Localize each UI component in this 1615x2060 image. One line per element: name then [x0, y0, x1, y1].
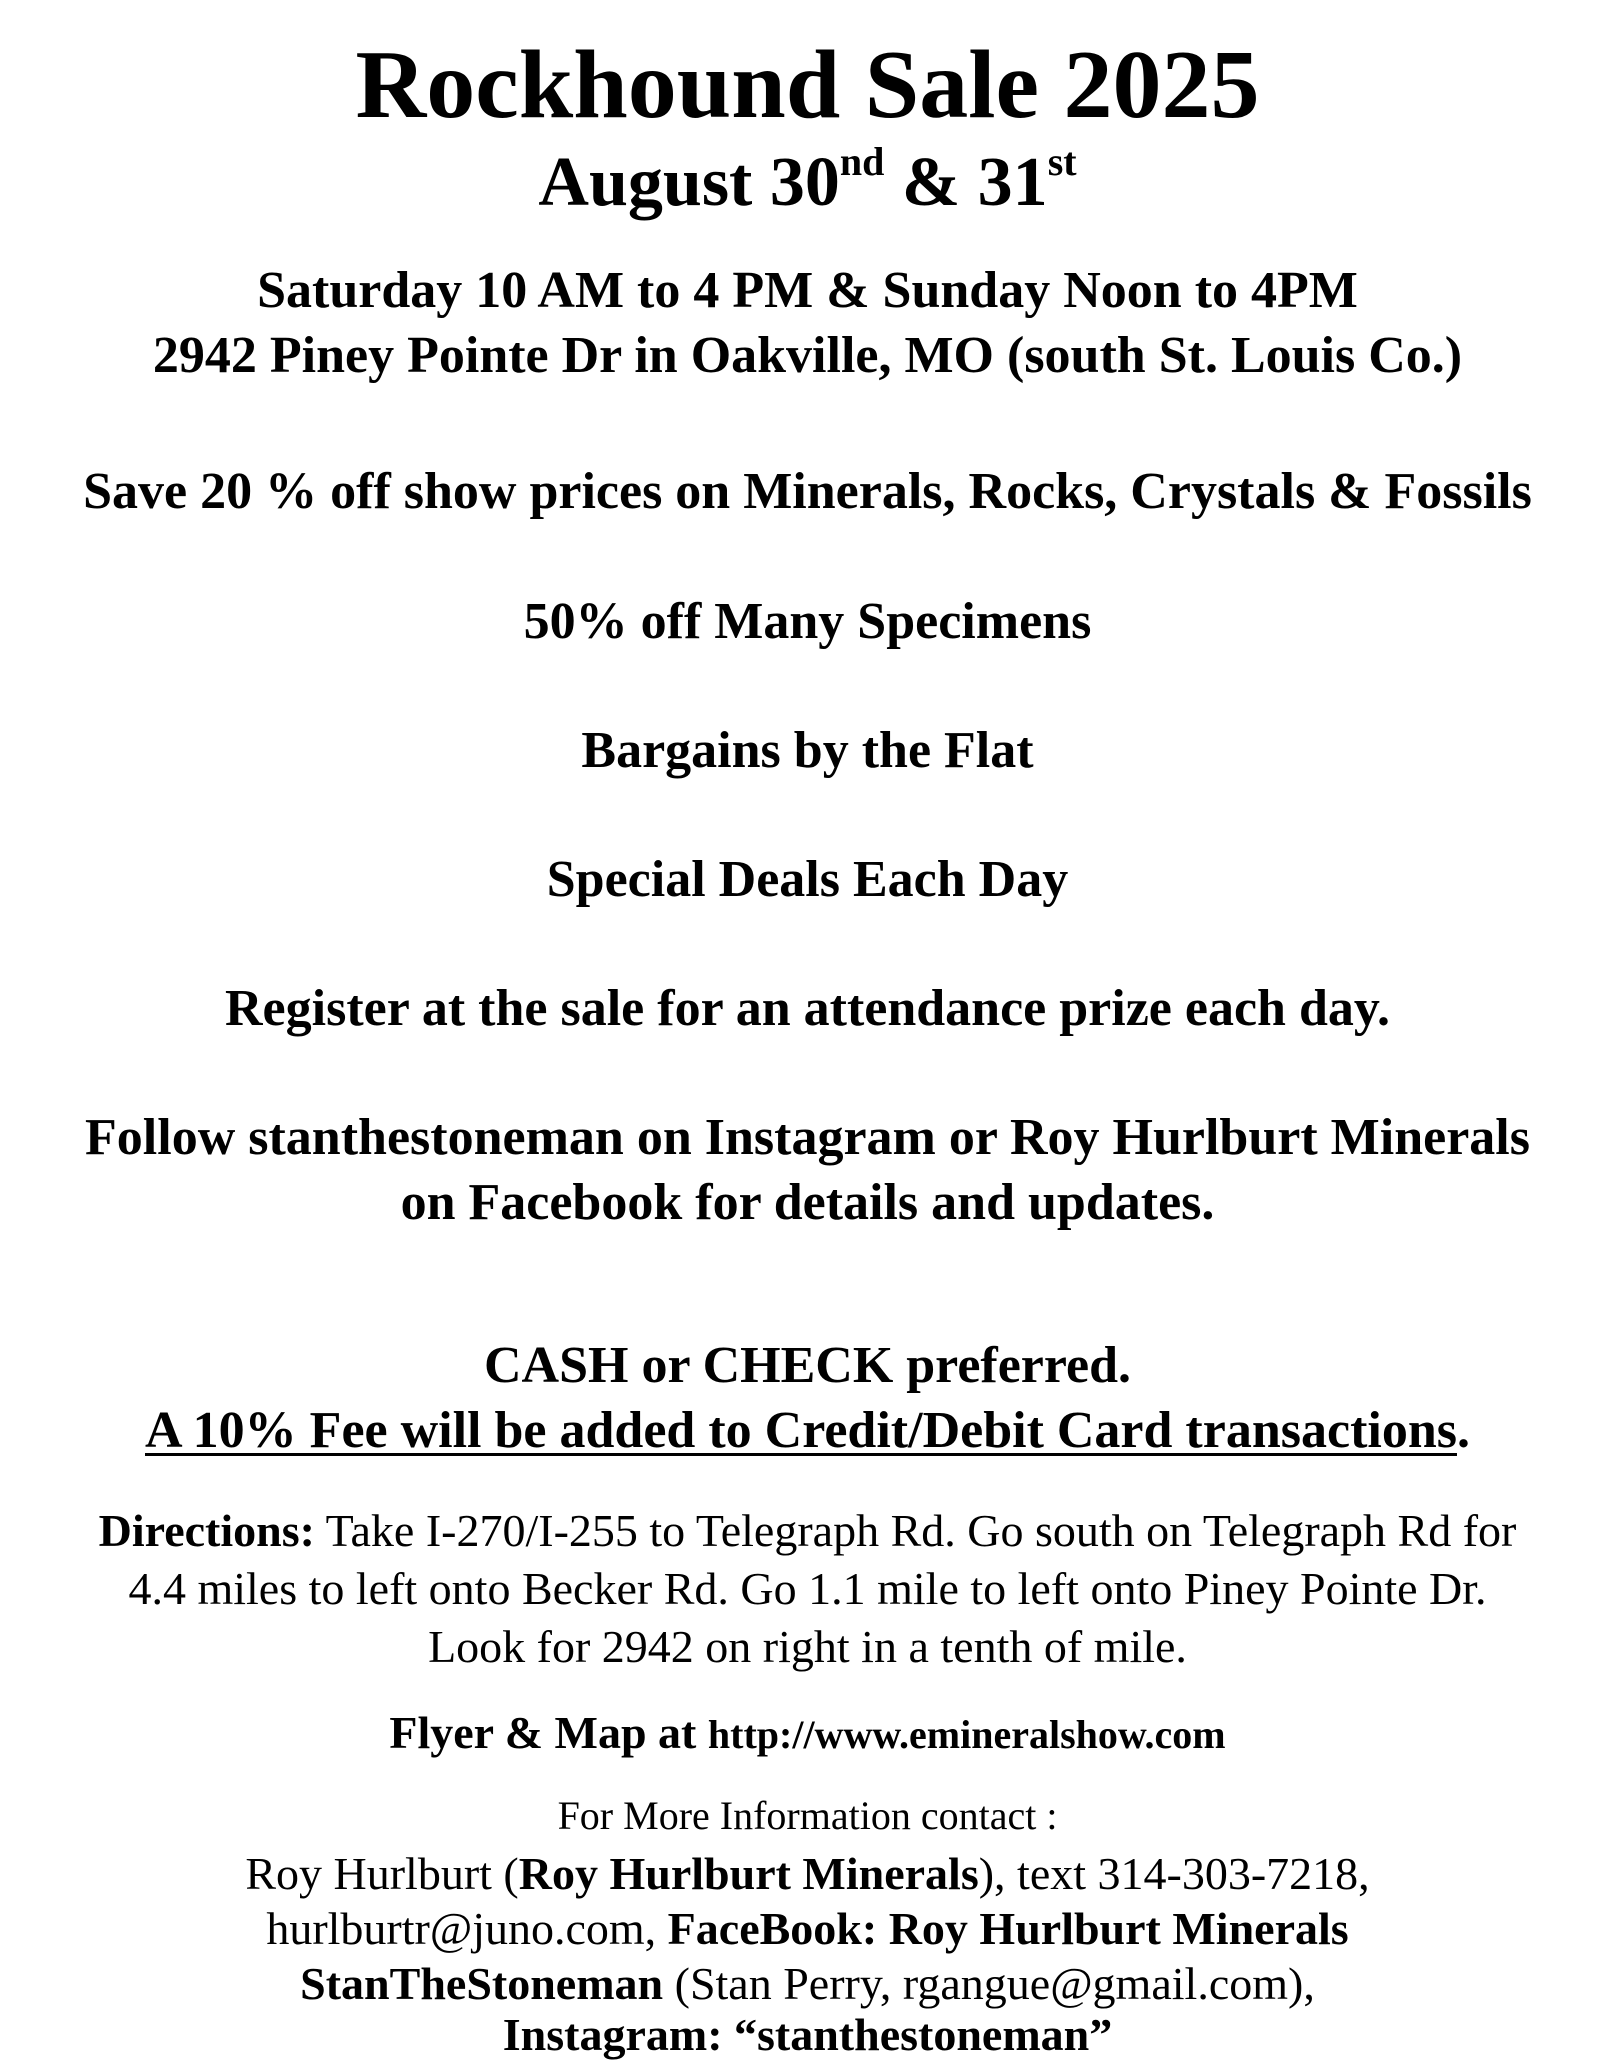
- payment-fee: [0, 1402, 1615, 1459]
- contact-instagram: Instagram: “stanthestoneman”: [502, 2009, 1113, 2060]
- directions-label: Directions:: [98, 1505, 315, 1556]
- contact-line-2: [0, 1903, 1615, 1954]
- offer-half-off: 50% off Many Specimens: [523, 593, 1092, 650]
- page-title: Rockhound Sale 2025: [355, 31, 1260, 139]
- date-suffix-1: nd: [839, 139, 885, 184]
- date-end: & 31: [884, 144, 1048, 221]
- website-link[interactable]: http://www.emineralshow.com: [707, 1712, 1226, 1757]
- contact-facebook: FaceBook: Roy Hurlburt Minerals: [667, 1903, 1349, 1954]
- contact-line-3: [0, 1958, 1615, 2009]
- date-start: August 30: [538, 144, 840, 221]
- contact-stan-details: (Stan Perry, rgangue@gmail.com),: [663, 1958, 1315, 2009]
- sale-dates: [0, 139, 1615, 221]
- sale-address: 2942 Piney Pointe Dr in Oakville, MO (south St. Louis Co.): [152, 327, 1463, 384]
- fee-notice: A 10% Fee will be added to Credit/Debit Card transactions: [145, 1402, 1457, 1459]
- flyer-label: Flyer & Map at: [389, 1707, 708, 1758]
- directions-line-2: 4.4 miles to left onto Becker Rd. Go 1.1 mile to left onto Piney Pointe Dr.: [128, 1563, 1487, 1614]
- contact-heading: For More Information contact :: [557, 1793, 1058, 1838]
- contact-roy-phone: ), text 314-303-7218,: [978, 1848, 1370, 1899]
- directions-text-1: Take I-270/I-255 to Telegraph Rd. Go south on Telegraph Rd for: [314, 1505, 1517, 1556]
- offer-save: Save 20 % off show prices on Minerals, Rocks, Crystals & Fossils: [83, 463, 1532, 520]
- offer-bargains: Bargains by the Flat: [581, 722, 1034, 779]
- offer-special: Special Deals Each Day: [546, 851, 1069, 908]
- directions-line-1: [0, 1505, 1615, 1556]
- fee-notice-end: .: [1456, 1402, 1470, 1459]
- offer-register: Register at the sale for an attendance prize each day.: [225, 980, 1390, 1037]
- sale-hours: Saturday 10 AM to 4 PM & Sunday Noon to 4PM: [257, 262, 1358, 319]
- contact-line-1: [0, 1848, 1615, 1899]
- contact-roy: Roy Hurlburt (: [245, 1848, 519, 1899]
- contact-roy-email[interactable]: hurlburtr@juno.com,: [266, 1903, 668, 1954]
- directions-line-3: Look for 2942 on right in a tenth of mile.: [428, 1621, 1187, 1672]
- payment-preferred: CASH or CHECK preferred.: [483, 1337, 1132, 1394]
- contact-stan-name: StanTheStoneman: [300, 1958, 664, 2009]
- follow-line-2: on Facebook for details and updates.: [400, 1174, 1215, 1231]
- flyer-line: [0, 1707, 1615, 1758]
- date-suffix-2: st: [1047, 139, 1077, 184]
- follow-line-1: Follow stanthestoneman on Instagram or Roy Hurlburt Minerals: [85, 1109, 1530, 1166]
- contact-roy-business: Roy Hurlburt Minerals: [518, 1848, 979, 1899]
